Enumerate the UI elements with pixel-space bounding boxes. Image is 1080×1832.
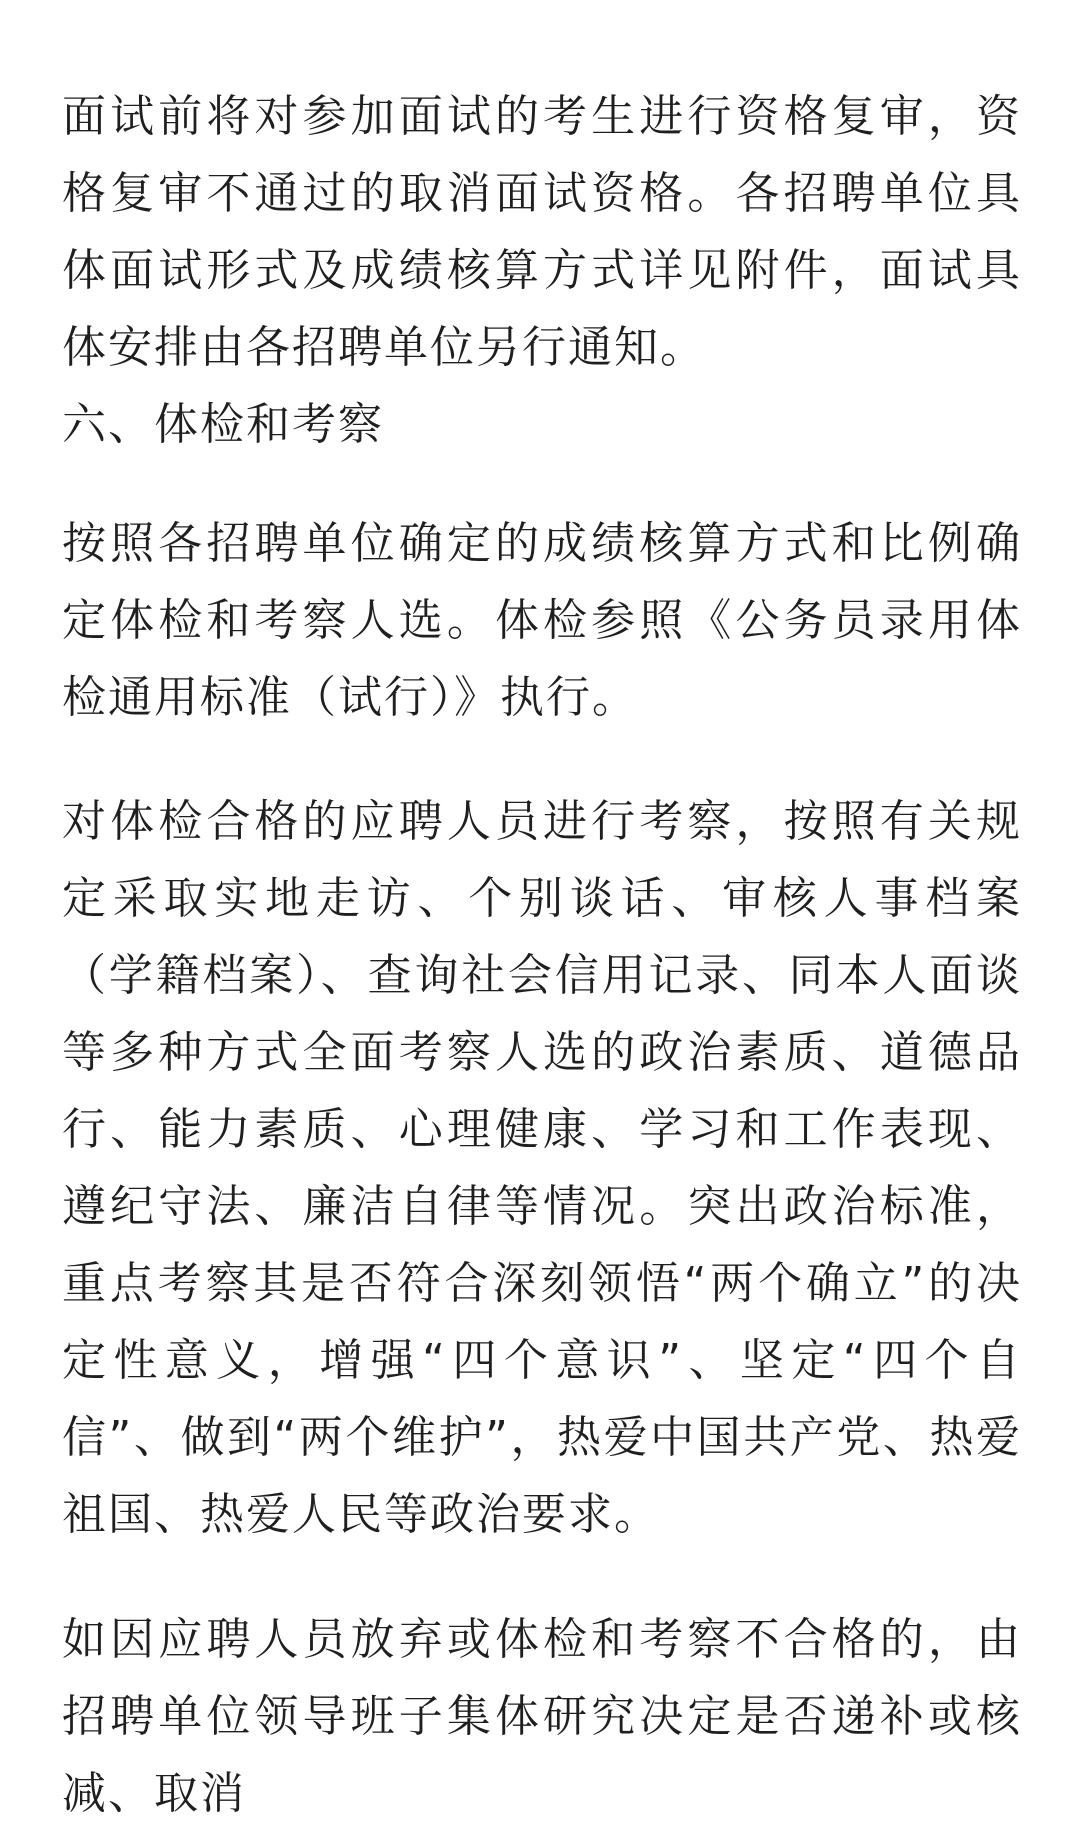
paragraph-inspection: 对体检合格的应聘人员进行考察，按照有关规定采取实地走访、个别谈话、审核人事档案（学籍档案）、查询社会信用记录、同本人面谈等多种方式全面考察人选的政治素质、道德品行、能力素质、心理健康、学习和工作表现、遵纪守法、廉洁自律等情况。突出政治标准，重点考察其是否符合深刻领悟“两个确立”的决定性意义，增强“四个意识”、坚定“四个自信”、做到“两个维护”，热爱中国共产党、热爱祖国、热爱人民等政治要求。 bbox=[62, 796, 1022, 1540]
paragraph-interview-review: 面试前将对参加面试的考生进行资格复审，资格复审不通过的取消面试资格。各招聘单位具体面试形式及成绩核算方式详见附件，面试具体安排由各招聘单位另行通知。 bbox=[62, 91, 1022, 373]
section-heading-physical-exam: 六、体检和考察 bbox=[62, 399, 384, 450]
paragraph-substitution: 如因应聘人员放弃或体检和考察不合格的，由招聘单位领导班子集体研究决定是否递补或核减、取消 bbox=[62, 1614, 1022, 1819]
paragraph-exam-selection: 按照各招聘单位确定的成绩核算方式和比例确定体检和考察人选。体检参照《公务员录用体检通用标准（试行）》执行。 bbox=[62, 518, 1022, 723]
article-body bbox=[62, 78, 1022, 1832]
